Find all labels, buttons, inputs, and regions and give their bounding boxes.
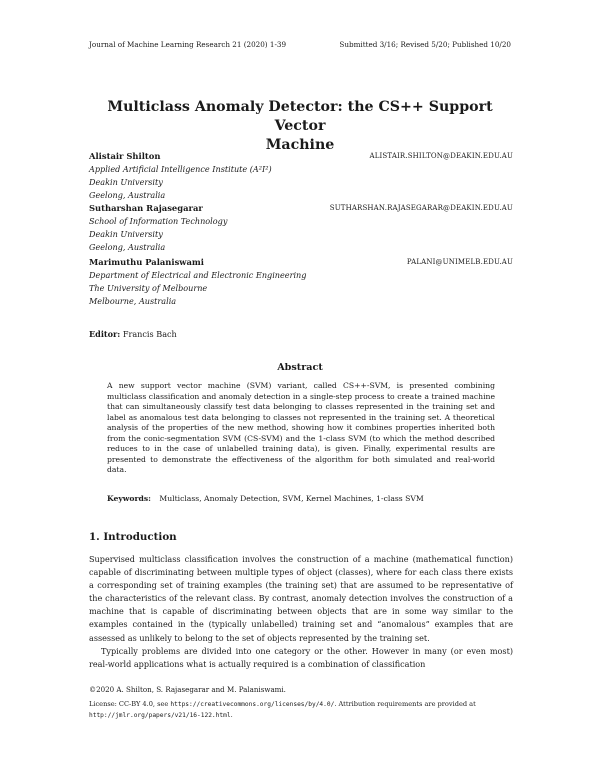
section-title: Introduction [103, 531, 177, 543]
license-prefix: License: CC-BY 4.0, see [89, 700, 171, 708]
author-affiliation-line: The University of Melbourne [89, 283, 208, 293]
author-affiliation-line: Geelong, Australia [89, 190, 166, 200]
license-note [89, 699, 513, 721]
license-url-link[interactable]: https://creativecommons.org/licenses/by/4.0/ [170, 701, 335, 708]
author-affiliation-line: Applied Artificial Intelligence Institute (A²I²) [89, 164, 272, 174]
author-email[interactable]: SUTHARSHAN.RAJASEGARAR@DEAKIN.EDU.AU [329, 204, 513, 212]
editor-label: Editor: [89, 329, 121, 339]
section-number: 1. [89, 531, 100, 543]
editor-name: Francis Bach [122, 329, 177, 339]
keywords-list: Multiclass, Anomaly Detection, SVM, Kernel Machines, 1-class SVM [159, 494, 424, 503]
paragraph: Supervised multiclass classification involves the construction of a machine (mathematical function) capable of discriminating between multiple types of object (classes), where for each class there exists a corresponding set of training examples (the training set) that are assumed to be representative of the characteristics of the relevant class. By contrast, anomaly detection involves the construction of a machine that is capable of discriminating between objects that are in some way similar to the examples contained in the (typically unlabelled) training set and “anomalous” examples that are assessed as unlikely to belong to the set of objects represented by the training set. [89, 554, 513, 643]
paper-title-line-1: Multiclass Anomaly Detector: the CS++ Support Vector [107, 99, 493, 134]
author-email[interactable]: PALANI@UNIMELB.EDU.AU [406, 258, 513, 266]
paragraph-text: Typically problems are divided into one category or the other. However in many (or even most) real-world applications what is actually required is a combination of classification [89, 646, 513, 670]
author-name: Alistair Shilton [89, 151, 161, 161]
author-email[interactable]: ALISTAIR.SHILTON@DEAKIN.EDU.AU [369, 152, 513, 160]
editor-line [89, 329, 177, 339]
license-end: . [230, 711, 233, 720]
author-block-3 [89, 256, 513, 308]
abstract-heading: Abstract [277, 362, 323, 373]
keywords-label: Keywords: [107, 494, 151, 503]
license-middle: . Attribution requirements are provided at [334, 700, 476, 708]
author-affiliation-line: Deakin University [89, 177, 163, 187]
author-affiliation-line: Department of Electrical and Electronic Engineering [89, 270, 307, 280]
author-block-2 [89, 202, 513, 254]
author-affiliation-line: School of Information Technology [89, 216, 228, 226]
author-name: Marimuthu Palaniswami [89, 257, 204, 267]
attribution-url-link[interactable]: http://jmlr.org/papers/v21/16-122.html [89, 712, 231, 720]
copyright-line: ©2020 A. Shilton, S. Rajasegarar and M. Palaniswami. [89, 685, 286, 694]
running-header-dates: Submitted 3/16; Revised 5/20; Published 10/20 [339, 40, 511, 49]
author-block-1 [89, 150, 513, 202]
author-name: Sutharshan Rajasegarar [89, 203, 203, 213]
author-affiliation-line: Deakin University [89, 229, 163, 239]
author-affiliation-line: Melbourne, Australia [89, 296, 177, 306]
section-heading [89, 531, 177, 543]
author-affiliation-line: Geelong, Australia [89, 242, 166, 252]
abstract-body: A new support vector machine (SVM) variant, called CS++-SVM, is presented combining multiclass classification and anomaly detection in a single-step process to create a trained machine that can simultaneously classify test data belonging to classes represented in the training set and label as anomalous test data belonging to classes not represented in the training set. A theoretical analysis of the properties of the new method, showing how it combines properties inherited both from the conic-segmentation SVM (CS-SVM) and the 1-class SVM (to which the method described reduces to in the case of unlabelled training data), is given. Finally, experimental results are presented to demonstrate the effectiveness of the algorithm for both simulated and real-world data. [107, 381, 495, 475]
running-header-journal: Journal of Machine Learning Research 21 (2020) 1-39 [89, 40, 287, 49]
paper-title [80, 98, 520, 155]
paper-title-line-2: Machine [265, 137, 335, 153]
paragraph [89, 645, 513, 671]
keywords-line [107, 494, 424, 503]
